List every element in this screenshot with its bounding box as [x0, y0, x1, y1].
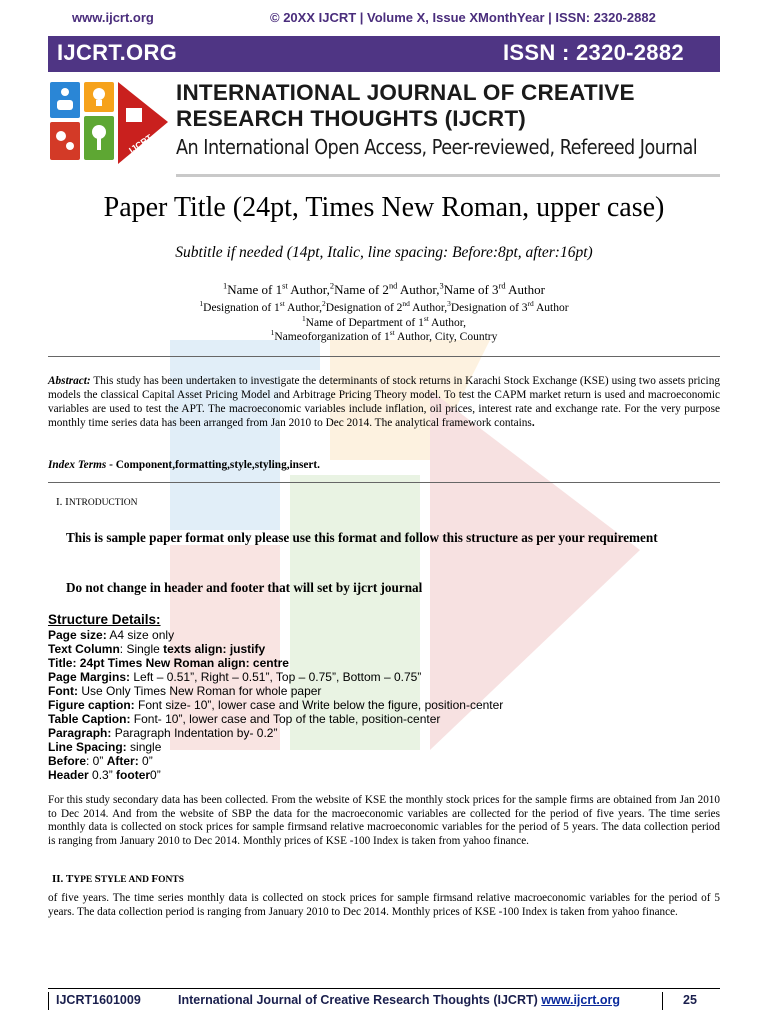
footer-url-link[interactable]: www.ijcrt.org [541, 993, 620, 1007]
journal-name: INTERNATIONAL JOURNAL OF CREATIVE RESEARCH THOUGHTS (IJCRT) [176, 80, 635, 131]
index-terms-text: Component,formatting,style,styling,insert. [115, 459, 320, 471]
index-terms-label: Index Terms [48, 459, 107, 471]
structure-details-list [48, 628, 503, 782]
header-divider [176, 174, 720, 177]
author-names [0, 282, 768, 298]
structure-detail-row: Title: 24pt Times New Roman align: centre [48, 656, 289, 670]
structure-detail-row: Text Column: Single texts align: justify [48, 642, 266, 656]
sample-format-note: This is sample paper format only please use this format and follow this structure as per your requirement [66, 530, 658, 545]
abstract-label: Abstract: [48, 375, 91, 387]
footer-separator [662, 992, 663, 1010]
banner-issn: ISSN : 2320-2882 [503, 40, 684, 65]
abstract: Abstract: This study has been undertaken to investigate the determinants of stock returns in Karachi Stock Exchange (KSE) using two assets pricing models the classical Capital Asset Pricing Model and Arbitrage Pricing Theory model. To test the CAPM market return is used and macroeconomic variables are used to test the APT. The macroeconomic variables include inflation, oil prices, interest rate and exchange rate. For the very purpose monthly time series data has been arranged from Jan 2010 to Dec 2014. The analytical framework contains. [48, 375, 720, 429]
footer-divider [48, 988, 720, 989]
structure-detail-row: Page Margins: Left – 0.51”, Right – 0.51”, Top – 0.75”, Bottom – 0.75” [48, 670, 422, 684]
designation-2: $^2$Designation of 2nd Author, [322, 299, 448, 314]
section-heading-introduction: I. INTRODUCTION [56, 496, 138, 508]
designation-1: $^1$Designation of 1st Author, [199, 299, 323, 314]
abstract-text: This study has been undertaken to investigate the determinants of stock returns in Karachi Stock Exchange (KSE) using two assets pricing models the classical Capital Asset Pricing Model and Arbitrage Pricing Theory model. To test the CAPM market return is used and macroeconomic variables are used to test the APT. The macroeconomic variables include inflation, oil prices, interest rate and exchange rate. For the very purpose monthly time series data has been arranged from Jan 2010 to Dec 2014. The analytical framework contains [48, 375, 720, 429]
author-3: $^3$Name of 3rd Author [439, 280, 545, 297]
ijcrt-logo [44, 78, 172, 168]
author-designations [0, 299, 768, 314]
book-icon [118, 82, 168, 164]
gears-icon [50, 122, 80, 160]
structure-details-heading: Structure Details: [48, 612, 161, 627]
section-heading-type-style: II. TYPE STYLE AND FONTS [52, 873, 185, 885]
footer-journal: International Journal of Creative Research Thoughts (IJCRT) www.ijcrt.org [178, 993, 620, 1007]
structure-detail-row: Header 0.3” footer0” [48, 768, 161, 782]
svg-text:IJCRT: IJCRT [127, 132, 155, 156]
paper-title: Paper Title (24pt, Times New Roman, upper case) [103, 192, 665, 223]
author-1: $^1$Name of 1st Author, [223, 280, 330, 297]
footer-separator [48, 992, 49, 1010]
structure-detail-row: Page size: A4 size only [48, 628, 175, 642]
author-2: $^2$Name of 2nd Author, [329, 280, 440, 297]
structure-detail-row: Table Caption: Font- 10”, lower case and Top of the table, position-center [48, 712, 441, 726]
author-department: $^1$Name of Department of 1st Author, [301, 314, 467, 329]
structure-detail-row: Before: 0” After: 0” [48, 754, 153, 768]
journal-tagline: An International Open Access, Peer-reviewed, Refereed Journal [176, 135, 698, 159]
footer-page-number: 25 [683, 993, 697, 1007]
header-footer-note: Do not change in header and footer that will set by ijcrt journal [66, 580, 423, 595]
divider-rule [48, 482, 720, 483]
author-organization: $^1$Nameoforganization of 1st Author, City, Country [270, 328, 498, 343]
structure-detail-row: Paragraph: Paragraph Indentation by- 0.2” [48, 726, 278, 740]
paper-subtitle: Subtitle if needed (14pt, Italic, line spacing: Before:8pt, after:16pt) [175, 244, 593, 261]
body-paragraph: For this study secondary data has been collected. From the website of KSE the monthly stock prices for the sample firms are obtained from Jan 2010 to Dec 2014. And from the website of SBP the data for the macroeconomic variables are collected for the period of five years. The time series monthly data is collected on stock prices for sample firmsand relative macroeconomic variables for the period of 5 years. The data collection period is ranging from January 2010 to Dec 2014. Monthly prices of KSE -100 Index is taken from yahoo finance. [48, 794, 720, 847]
structure-detail-row: Font: Use Only Times New Roman for whole paper [48, 684, 322, 698]
footer-paper-id: IJCRT1601009 [56, 993, 141, 1007]
banner-site-name: IJCRT.ORG [57, 40, 178, 65]
top-issue-info: © 20XX IJCRT | Volume X, Issue XMonthYear | ISSN: 2320-2882 [270, 10, 656, 25]
body-paragraph: of five years. The time series monthly data is collected on stock prices for sample firmsand relative macroeconomic variables for the period of 5 years. The data collection period is ranging from January 2010 to Dec 2014. Monthly prices of KSE -100 Index is taken from yahoo finance. [48, 892, 720, 918]
designation-3: $^3$Designation of 3rd Author [447, 299, 569, 314]
structure-detail-row: Figure caption: Font size- 10”, lower case and Write below the figure, position-center [48, 698, 504, 712]
divider-rule [48, 356, 720, 357]
structure-detail-row: Line Spacing: single [48, 740, 162, 754]
top-site-url[interactable]: www.ijcrt.org [72, 10, 154, 25]
index-terms: Index Terms - Component,formatting,style,styling,insert. [48, 459, 320, 471]
